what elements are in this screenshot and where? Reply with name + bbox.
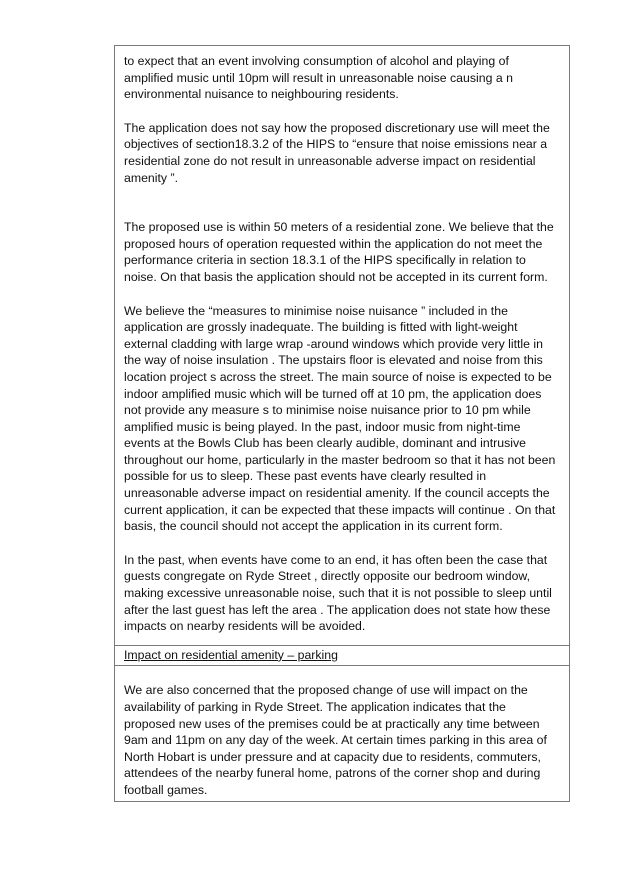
- paragraph-parking: We are also concerned that the proposed change of use will impact on the availability of parking in Ryde Street. The application indicates that the proposed new uses of the premises could be at practically any time between 9am and 11pm on any day of the week. At certain times parking in this area of North Hobart is under pressure and at capacity due to residents, commuters, attendees of the nearby funeral home, patrons of the corner shop and during football games.: [124, 683, 547, 797]
- paragraph-guests-congregate: In the past, when events have come to an end, it has often been the case that guests congregate on Ryde Street , directly opposite our bedroom window, making excessive unreasonable noise, such that it is not possible to sleep until after the last guest has left the area . The application does not state how these impacts on nearby residents will be avoided.: [124, 552, 552, 634]
- parking-cell: [115, 666, 569, 800]
- parking-heading-cell: [115, 646, 569, 667]
- paragraph-objectives: The application does not say how the proposed discretionary use will meet the objectives of section18.3.2 of the HIPS to “ensure that noise emissions near a residential zone do not result in unreasonable adverse impact on residential amenity ”.: [124, 120, 550, 185]
- submission-table: [114, 45, 570, 802]
- section-heading: Impact on residential amenity – parking: [124, 647, 338, 662]
- noise-concerns-cell: [115, 46, 569, 646]
- paragraph-continuation: to expect that an event involving consumption of alcohol and playing of amplified music until 10pm will result in unreasonable noise causing a n environmental nuisance to neighbouring residents.: [124, 54, 513, 102]
- paragraph-noise-measures: We believe the “measures to minimise noise nuisance ” included in the application are grossly inadequate. The building is fitted with light-weight external cladding with large wrap -around windows which provide very little in the way of noise insulation . The upstairs floor is elevated and noise from this location project s across the street. The main source of noise is expected to be indoor amplified music which will be turned off at 10 pm, the application does not provide any measure s to minimise noise nuisance prior to 10 pm while amplified music is being played. In the past, indoor music from night-time events at the Bowls Club has been clearly audible, dominant and intrusive throughout our home, particularly in the master bedroom so that it has not been possible for us to sleep. These past events have clearly resulted in unreasonable adverse impact on residential amenity. If the council accepts the current application, it can be expected that these impacts will continue . On that basis, the council should not accept the application in its current form.: [124, 303, 556, 534]
- paragraph-proposed-use: The proposed use is within 50 meters of a residential zone. We believe that the proposed hours of operation requested within the application do not meet the performance criteria in section 18.3.1 of the HIPS specifically in relation to noise. On that basis the application should not be accepted in its current form.: [124, 220, 554, 284]
